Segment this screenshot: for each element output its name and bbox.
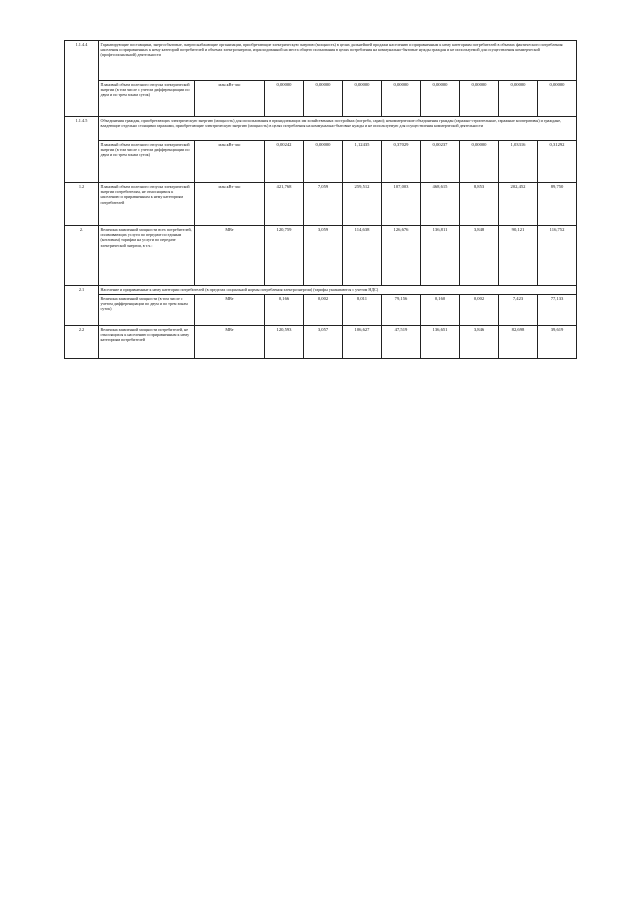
row-value: 0,31292 <box>538 141 577 183</box>
row-value: 107,003 <box>382 183 421 226</box>
row-value: 0,166 <box>265 295 304 326</box>
row-value: 468,615 <box>421 183 460 226</box>
row-unit: МВт <box>195 326 265 359</box>
table-row <box>65 295 577 326</box>
row-value: 47,519 <box>382 326 421 359</box>
table-row-heading <box>65 41 577 81</box>
row-indicator: Величина заявленной мощности потребителей, не относящихся к населению и приравненным к нему категориям потребителей <box>99 326 195 359</box>
row-value: 114,638 <box>343 226 382 286</box>
row-value: 90,121 <box>499 226 538 286</box>
row-value: 0,00000 <box>265 81 304 117</box>
row-value: 0,00000 <box>343 81 382 117</box>
row-indicator: Плановый объем полезного отпуска электрической энергии (в том числе с учетом дифференциации по двум и по трем зонам суток) <box>99 81 195 117</box>
table-row <box>65 226 577 286</box>
row-value: 0,00000 <box>499 81 538 117</box>
row-value: 0,00242 <box>265 141 304 183</box>
row-value: 3,057 <box>304 326 343 359</box>
row-value: 0,00237 <box>421 141 460 183</box>
row-value: 0,00000 <box>382 81 421 117</box>
row-value: 7,423 <box>499 295 538 326</box>
row-value: 106,627 <box>343 326 382 359</box>
row-value: 0,37029 <box>382 141 421 183</box>
row-value: 89,750 <box>538 183 577 226</box>
row-value: 7,059 <box>304 183 343 226</box>
row-value: 8,853 <box>460 183 499 226</box>
row-code: 1.1.4.5 <box>65 117 99 141</box>
table-row <box>65 326 577 359</box>
row-value: 3,059 <box>304 226 343 286</box>
row-value: 136,811 <box>421 226 460 286</box>
row-value: 421,768 <box>265 183 304 226</box>
row-value: 0,160 <box>421 295 460 326</box>
row-value: 1,12435 <box>343 141 382 183</box>
row-code-spacer <box>65 141 99 183</box>
row-value: 0,002 <box>460 295 499 326</box>
row-value: 0,00000 <box>304 141 343 183</box>
row-value: 1,03316 <box>499 141 538 183</box>
row-unit: млн.кВт·час <box>195 183 265 226</box>
row-value: 0,00000 <box>538 81 577 117</box>
row-code-spacer <box>65 81 99 117</box>
row-value: 0,00000 <box>304 81 343 117</box>
row-value: 0,002 <box>304 295 343 326</box>
row-unit: млн.кВт·час <box>195 141 265 183</box>
table-row <box>65 141 577 183</box>
table-row-heading <box>65 286 577 295</box>
table-row-heading <box>65 117 577 141</box>
table-row <box>65 81 577 117</box>
row-code: 2. <box>65 226 99 286</box>
row-value: 202,452 <box>499 183 538 226</box>
row-value: 82,698 <box>499 326 538 359</box>
row-value: 126,676 <box>382 226 421 286</box>
row-code-spacer <box>65 295 99 326</box>
tariff-table-page <box>64 40 576 359</box>
row-heading: Население и приравненные к нему категории потребителей (в пределах социальной нормы потребления электроэнергии) (тарифы указываются с учетом НДС) <box>99 286 577 295</box>
row-code: 1.2 <box>65 183 99 226</box>
row-heading: Гарантирующие поставщики, энергосбытовые, энергоснабжающие организации, приобретающие электрическую энергию (мощность) в целях дальнейшей продажи населению и приравненным к нему категориям потребителей в объемах фактического потребления населения и приравненных к нему категорий потребителей и объемах электроэнергии, израсходованной на места общего пользования в целях потребления на коммунально-бытовые нужды граждан и не используемой для осуществления коммерческой (профессиональной) деятельности <box>99 41 577 81</box>
row-value: 8,011 <box>343 295 382 326</box>
row-indicator: Плановый объем полезного отпуска электрической энергии (в том числе с учетом дифференциации по двум и по трем зонам суток) <box>99 141 195 183</box>
row-code: 2.2 <box>65 326 99 359</box>
row-heading: Объединения граждан, приобретающих электрическую энергию (мощность) для использования в принадлежащих им хозяйственных постройках (погреба, сараи); некоммерческие объединения граждан (гаражно-строительные, гаражные кооперативы) и граждане, владеющие отдельно стоящими гаражами, приобретающие электрическую энергию (мощность) в целях потребления на коммунально-бытовые нужды и не используемую для осуществления коммерческой деятельности <box>99 117 577 141</box>
row-value: 0,00000 <box>460 141 499 183</box>
row-value: 120,759 <box>265 226 304 286</box>
row-value: 0,00000 <box>421 81 460 117</box>
row-unit: МВт <box>195 226 265 286</box>
row-unit: млн.кВт·час <box>195 81 265 117</box>
row-value: 39,619 <box>538 326 577 359</box>
row-value: 259,512 <box>343 183 382 226</box>
row-value: 3,846 <box>460 326 499 359</box>
row-code: 1.1.4.4 <box>65 41 99 81</box>
row-unit: МВт <box>195 295 265 326</box>
row-value: 0,00000 <box>460 81 499 117</box>
row-value: 136,651 <box>421 326 460 359</box>
row-value: 79,156 <box>382 295 421 326</box>
row-indicator: Плановый объем полезного отпуска электрической энергии потребителям, не относящимся к населению и приравненным к нему категориям потребителей <box>99 183 195 226</box>
table-row <box>65 183 577 226</box>
row-value: 120,593 <box>265 326 304 359</box>
row-value: 3,848 <box>460 226 499 286</box>
tariff-table <box>64 40 577 359</box>
row-indicator: Величина заявленной мощности всех потребителей, оплачивающих услуги по передаче по единым (котловым) тарифам на услуги по передаче электрической энергии, в т.ч.: <box>99 226 195 286</box>
row-indicator: Величина заявленной мощности (в том числе с учетом дифференциации по двум и по трем зонам суток) <box>99 295 195 326</box>
row-value: 116,752 <box>538 226 577 286</box>
row-code: 2.1 <box>65 286 99 295</box>
row-value: 77,133 <box>538 295 577 326</box>
